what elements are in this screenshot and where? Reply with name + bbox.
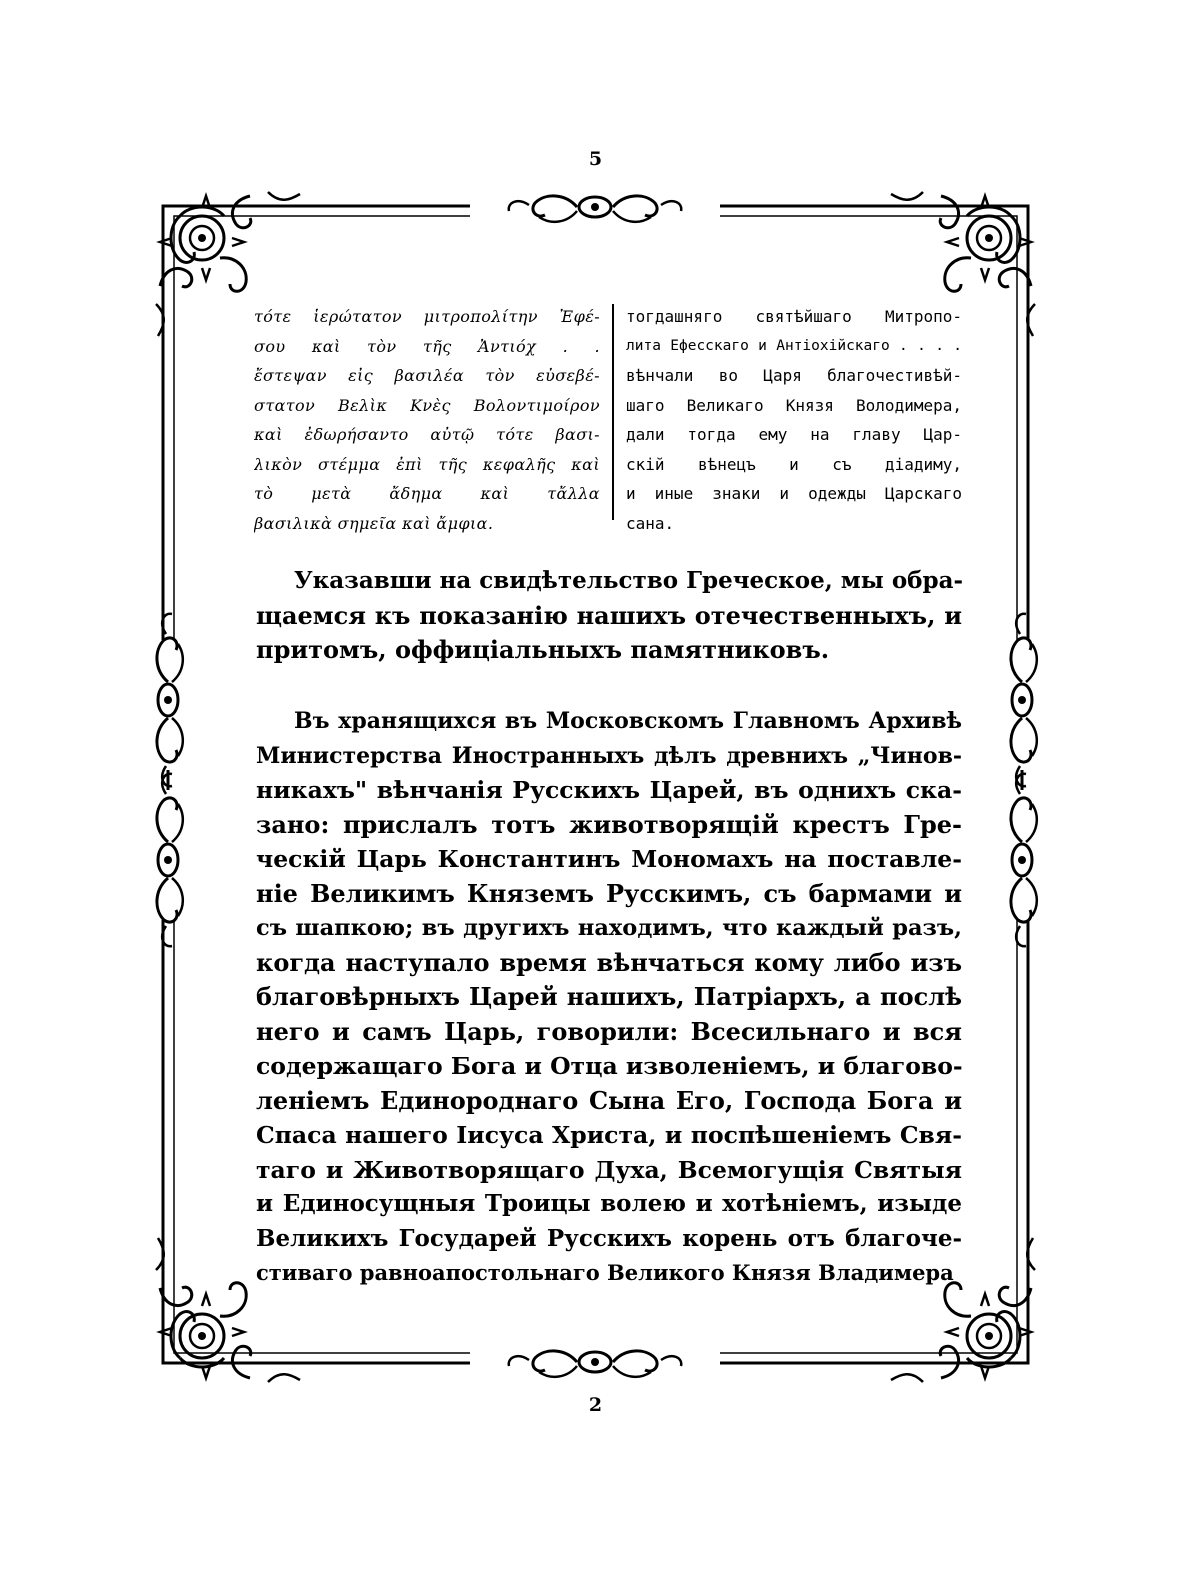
greek-line: τότε ἱερώτατον μιτροπολίτην Ἐφέ- bbox=[254, 307, 600, 326]
slavonic-line: вѣнчали во Царя благочестивѣй- bbox=[626, 366, 962, 385]
page-number-top: 5 bbox=[588, 148, 603, 170]
paragraph-line: стиваго равноапостольнаго Великого Князя Владимера bbox=[256, 1260, 954, 1285]
paragraph-line: содержащаго Бога и Отца изволеніемъ, и благово- bbox=[256, 1052, 963, 1080]
greek-line: βασιλικὰ σημεῖα καὶ ἄμφια. bbox=[254, 513, 494, 533]
paragraph-line: него и самъ Царь, говорили: Всесильнаго и вся bbox=[256, 1016, 962, 1046]
paragraph-line: таго и Животворящаго Духа, Всемогущія Святыя bbox=[256, 1155, 962, 1184]
paragraph-line: щаемся къ показанію нашихъ отечественныхъ, и bbox=[256, 600, 962, 630]
slavonic-line: лита Ефесскаго и Антіохійскаго . . . . bbox=[626, 337, 962, 354]
slavonic-line: тогдашняго святѣйшаго Митропо- bbox=[626, 307, 962, 326]
paragraph-line: съ шапкою; въ другихъ находимъ, что каждый разъ, bbox=[256, 915, 962, 941]
paragraph-line: зано: прислалъ тотъ животворящій крестъ Гре- bbox=[256, 809, 962, 839]
paragraph-line: Министерства Иностранныхъ дѣлъ древнихъ „Чинов- bbox=[256, 742, 962, 769]
slavonic-line: и иные знаки и одежды Царскаго bbox=[626, 484, 962, 503]
paragraph-line: леніемъ Единороднаго Сына Его, Господа Бога и bbox=[256, 1085, 962, 1115]
paragraph-line: благовѣрныхъ Царей нашихъ, Патріархъ, а послѣ bbox=[256, 982, 962, 1011]
greek-line: λικὸν στέμμα ἐπὶ τῆς κεφαλῆς καὶ bbox=[254, 454, 600, 474]
paragraph-line: Великихъ Государей Русскихъ корень отъ благоче- bbox=[256, 1224, 962, 1252]
paragraph-archive-records bbox=[256, 704, 962, 1291]
paragraph-greek-testimony bbox=[256, 564, 962, 668]
slavonic-line: шаго Великаго Князя Володимера, bbox=[626, 395, 962, 415]
greek-line: καὶ ἐδωρήσαντο αὐτῷ τότε βασι- bbox=[254, 425, 600, 444]
slavonic-line: сана. bbox=[626, 513, 675, 533]
column-divider bbox=[612, 304, 614, 520]
paragraph-line: Указавши на свидѣтельство Греческое, мы обра- bbox=[294, 567, 964, 594]
paragraph-line: притомъ, оффиціальныхъ памятниковъ. bbox=[256, 635, 830, 664]
greek-line: στατον Βελὶκ Κνὲς Βολοντιμοίρον bbox=[254, 395, 600, 415]
signature-mark-bottom: 2 bbox=[588, 1394, 603, 1416]
paragraph-line: ніе Великимъ Княземъ Русскимъ, съ бармами и bbox=[256, 878, 962, 908]
slavonic-line: скій вѣнецъ и съ діадиму, bbox=[626, 454, 962, 474]
greek-line: τὸ μετὰ ἄδημα καὶ τἄλλα bbox=[254, 484, 600, 503]
slavonic-line: дали тогда ему на главу Цар- bbox=[626, 425, 962, 444]
greek-line: σου καὶ τὸν τῆς Ἀντιόχ . . bbox=[254, 336, 600, 356]
paragraph-line: Въ хранящихся въ Московскомъ Главномъ Архивѣ bbox=[294, 708, 962, 734]
paragraph-line: никахъ" вѣнчанія Русскихъ Царей, въ однихъ ска- bbox=[256, 776, 962, 804]
paragraph-line: ческій Царь Константинъ Мономахъ на поставле- bbox=[256, 845, 962, 873]
greek-source-column bbox=[254, 302, 600, 538]
paragraph-line: и Единосущныя Троицы волею и хотѣніемъ, изыде bbox=[256, 1190, 962, 1217]
paragraph-line: когда наступало время вѣнчаться кому либо изъ bbox=[256, 947, 962, 977]
paragraph-line: Спаса нашего Іисуса Христа, и поспѣшеніемъ Свя- bbox=[256, 1121, 962, 1149]
greek-line: ἔστεψαν εἰς βασιλέα τὸν εὐσεβέ- bbox=[254, 366, 600, 385]
slavonic-translation-column bbox=[626, 302, 962, 538]
